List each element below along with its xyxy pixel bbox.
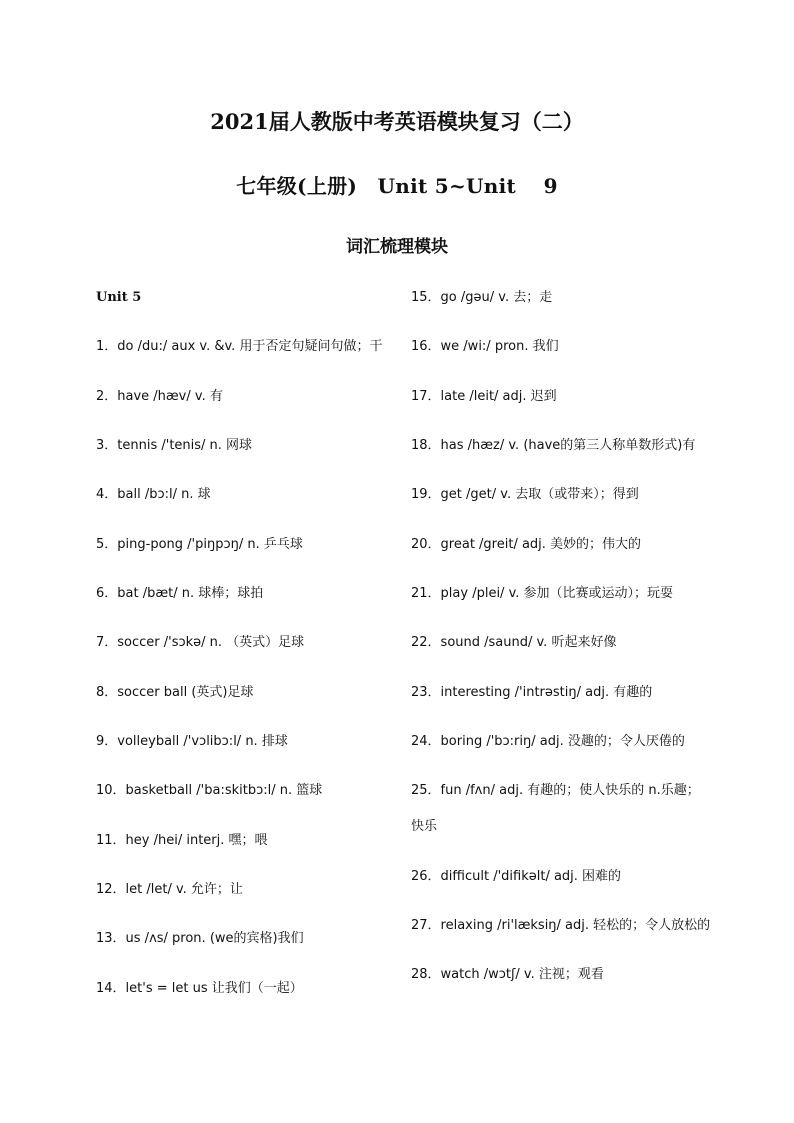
section-heading: 词汇梳理模块 bbox=[346, 237, 448, 257]
vocab-item: 12．let /let/ v. 允许；让 bbox=[96, 882, 243, 897]
vocab-item: 2．have /hæv/ v. 有 bbox=[96, 389, 223, 404]
vocab-item: 1．do /du:/ aux v. &v. 用于否定句疑问句做；干 bbox=[96, 339, 383, 354]
vocab-item: 18．has /hæz/ v. (have的第三人称单数形式)有 bbox=[411, 438, 696, 453]
vocab-item: 27．relaxing /ri'læksiŋ/ adj. 轻松的；令人放松的 bbox=[411, 918, 711, 933]
unit-label: Unit 5 bbox=[96, 290, 142, 305]
vocab-item: 14．let's = let us 让我们（一起） bbox=[96, 981, 303, 996]
vocab-item: 13．us /ʌs/ pron. (we的宾格)我们 bbox=[96, 931, 304, 946]
vocab-item: 24．boring /'bɔ:riŋ/ adj. 没趣的；令人厌倦的 bbox=[411, 734, 685, 749]
vocab-item: 7．soccer /'sɔkə/ n. （英式）足球 bbox=[96, 635, 305, 650]
vocab-item: 11．hey /hei/ interj. 嘿；喂 bbox=[96, 833, 268, 848]
vocab-item: 23．interesting /'intrəstiŋ/ adj. 有趣的 bbox=[411, 685, 653, 700]
vocab-item: 3．tennis /'tenis/ n. 网球 bbox=[96, 438, 253, 453]
vocab-item: 10．basketball /'ba:skitbɔ:l/ n. 篮球 bbox=[96, 783, 323, 798]
vocab-item: 26．difficult /'difikəlt/ adj. 困难的 bbox=[411, 869, 622, 884]
vocab-item: 9．volleyball /'vɔlibɔ:l/ n. 排球 bbox=[96, 734, 288, 749]
vocab-item: 6．bat /bæt/ n. 球棒；球拍 bbox=[96, 586, 264, 601]
vocab-item: 28．watch /wɔtʃ/ v. 注视；观看 bbox=[411, 967, 604, 982]
vocab-item: 4．ball /bɔ:l/ n. 球 bbox=[96, 487, 211, 502]
vocab-item: 8．soccer ball (英式)足球 bbox=[96, 685, 254, 700]
vocab-item-continuation: 快乐 bbox=[411, 819, 438, 834]
vocab-item: 17．late /leit/ adj. 迟到 bbox=[411, 389, 557, 404]
document-title: 2021届人教版中考英语模块复习（二） bbox=[210, 109, 584, 134]
vocab-item: 25．fun /fʌn/ adj. 有趣的；使人快乐的 n.乐趣； bbox=[411, 783, 700, 798]
vocab-item: 16．we /wi:/ pron. 我们 bbox=[411, 339, 559, 354]
vocab-item: 19．get /get/ v. 去取（或带来）；得到 bbox=[411, 487, 639, 502]
vocab-item: 20．great /greit/ adj. 美妙的；伟大的 bbox=[411, 537, 642, 552]
vocab-item: 5．ping-pong /'piŋpɔŋ/ n. 乒乓球 bbox=[96, 537, 303, 552]
vocab-item: 15．go /gəu/ v. 去；走 bbox=[411, 290, 553, 305]
vocab-item: 22．sound /saund/ v. 听起来好像 bbox=[411, 635, 617, 650]
document-subtitle: 七年级(上册) Unit 5~Unit 9 bbox=[236, 174, 558, 198]
vocab-item: 21．play /plei/ v. 参加（比赛或运动）；玩耍 bbox=[411, 586, 674, 601]
